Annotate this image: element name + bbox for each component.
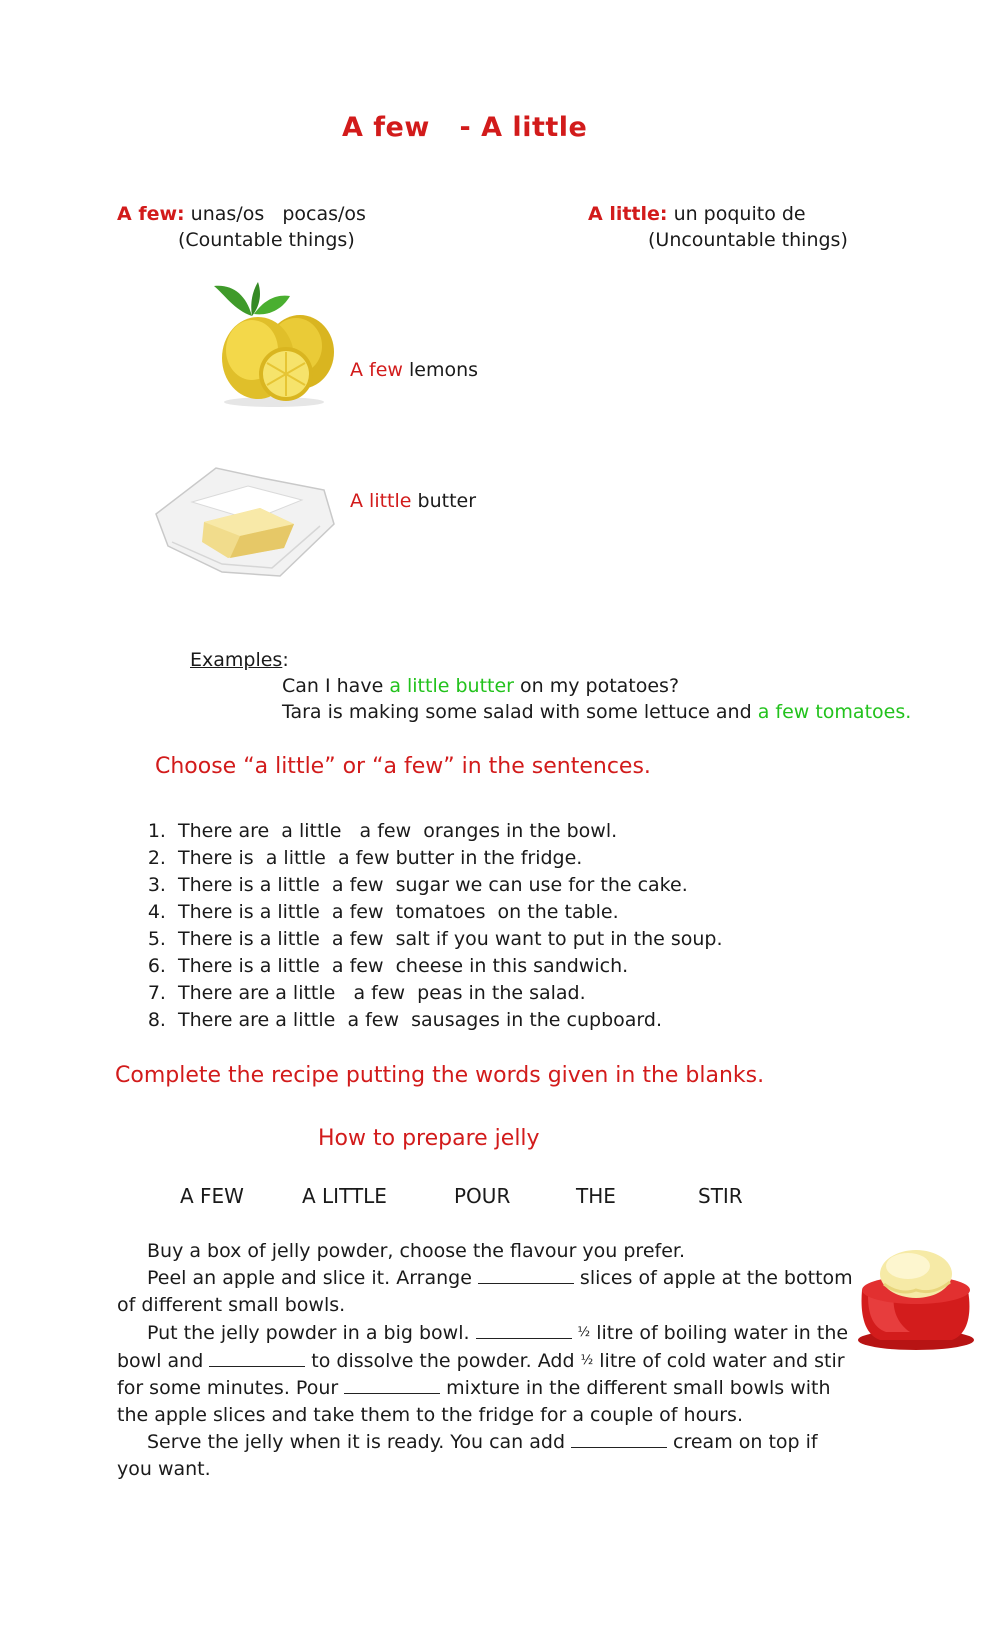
word-bank-item: A LITTLE xyxy=(302,1184,387,1208)
recipe-paragraph-4: Serve the jelly when it is ready. You can add cream on top if you want. xyxy=(117,1431,818,1480)
blank-3[interactable] xyxy=(209,1352,305,1367)
recipe-paragraph-1: Buy a box of jelly powder, choose the flavour you prefer. xyxy=(147,1240,685,1262)
blank-1[interactable] xyxy=(478,1269,574,1284)
example-2: Tara is making some salad with some lettuce and a few tomatoes. xyxy=(282,701,912,723)
butter-caption: A little butter xyxy=(350,490,477,512)
option-a-little[interactable]: a little xyxy=(281,820,342,842)
list-item: 1. There are a little a few oranges in the bowl. xyxy=(172,818,723,845)
recipe-text xyxy=(117,1238,857,1483)
option-a-few[interactable]: a few xyxy=(331,901,384,923)
option-a-little[interactable]: a little xyxy=(275,982,336,1004)
list-item: 2. There is a little a few butter in the fridge. xyxy=(172,845,723,872)
option-a-few[interactable]: a few xyxy=(347,1009,400,1031)
examples-heading: Examples: xyxy=(190,649,289,671)
word-bank-item: THE xyxy=(576,1184,616,1208)
definition-few-note: (Countable things) xyxy=(178,229,355,251)
butter-image xyxy=(152,462,338,580)
blank-4[interactable] xyxy=(344,1379,440,1394)
option-a-little[interactable]: a little xyxy=(275,1009,336,1031)
definition-few: A few: unas/os pocas/os xyxy=(117,203,366,225)
option-a-few[interactable]: a few xyxy=(331,928,384,950)
list-item: 6. There is a little a few cheese in this sandwich. xyxy=(172,953,723,980)
recipe-title: How to prepare jelly xyxy=(318,1126,540,1151)
option-a-few[interactable]: a few xyxy=(337,847,390,869)
list-item: 3. There is a little a few sugar we can use for the cake. xyxy=(172,872,723,899)
option-a-little[interactable]: a little xyxy=(265,847,326,869)
lemons-image xyxy=(212,280,342,410)
option-a-little[interactable]: a little xyxy=(259,874,320,896)
recipe-paragraph-2: Peel an apple and slice it. Arrange slices of apple at the bottom of different small bowls. xyxy=(117,1267,853,1316)
page-title: A few - A little xyxy=(342,112,588,143)
option-a-few[interactable]: a few xyxy=(331,874,384,896)
definition-little: A little: un poquito de xyxy=(588,203,806,225)
list-item: 5. There is a little a few salt if you want to put in the soup. xyxy=(172,926,723,953)
exercise1-instruction: Choose “a little” or “a few” in the sentences. xyxy=(155,754,651,779)
blank-5[interactable] xyxy=(571,1433,667,1448)
definition-little-note: (Uncountable things) xyxy=(648,229,848,251)
word-bank-item: STIR xyxy=(698,1184,743,1208)
list-item: 8. There are a little a few sausages in the cupboard. xyxy=(172,1007,723,1034)
option-a-few[interactable]: a few xyxy=(331,955,384,977)
recipe-paragraph-3: Put the jelly powder in a big bowl. ½ litre of boiling water in the bowl and to dissolve the powder. Add ½ litre of cold water and stir for some minutes. Pour mixture in the different small bowls with the apple slices and take them to the fridge for a couple of hours. xyxy=(117,1322,849,1426)
jelly-image xyxy=(850,1244,980,1354)
blank-2[interactable] xyxy=(476,1324,572,1339)
word-bank-item: POUR xyxy=(454,1184,511,1208)
lemons-caption: A few lemons xyxy=(350,359,479,381)
option-a-little[interactable]: a little xyxy=(259,901,320,923)
option-a-few[interactable]: a few xyxy=(353,982,406,1004)
sentence-list xyxy=(142,818,723,1034)
option-a-little[interactable]: a little xyxy=(259,928,320,950)
list-item: 4. There is a little a few tomatoes on the table. xyxy=(172,899,723,926)
word-bank-item: A FEW xyxy=(180,1184,244,1208)
example-1: Can I have a little butter on my potatoes? xyxy=(282,675,680,697)
list-item: 7. There are a little a few peas in the salad. xyxy=(172,980,723,1007)
option-a-few[interactable]: a few xyxy=(359,820,412,842)
option-a-little[interactable]: a little xyxy=(259,955,320,977)
exercise2-instruction: Complete the recipe putting the words given in the blanks. xyxy=(115,1063,765,1088)
